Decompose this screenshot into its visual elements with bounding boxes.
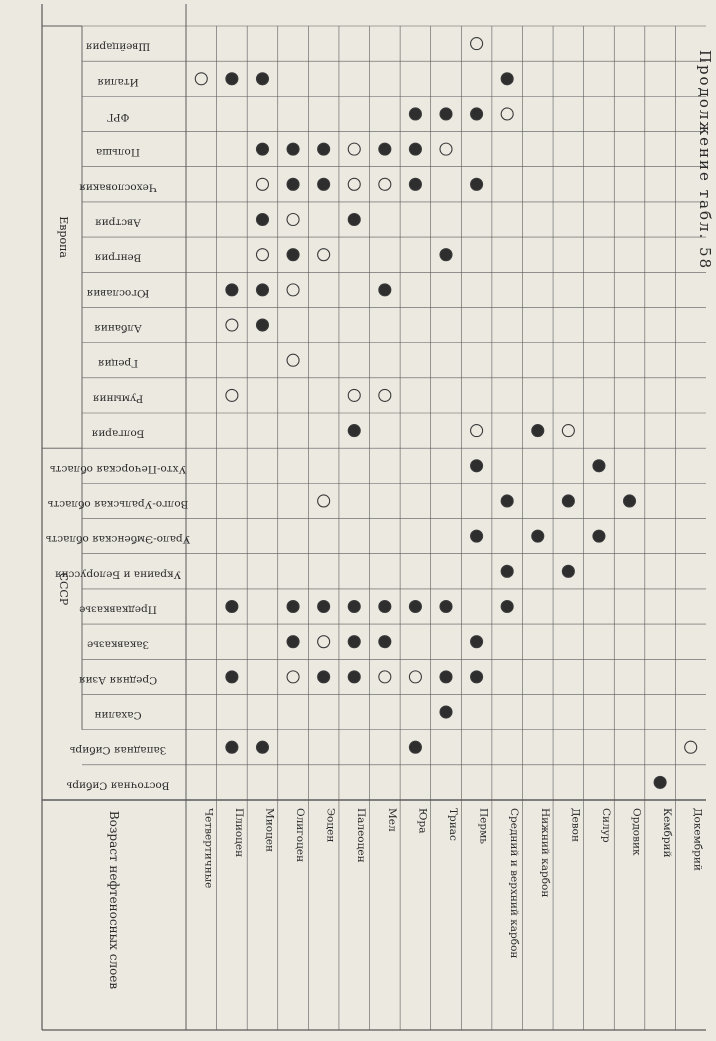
open-dot: [195, 73, 207, 85]
column-label: Предкавказье: [79, 603, 157, 616]
filled-dot: [226, 284, 238, 296]
row-label: Плиоцен: [232, 808, 245, 858]
open-dot: [379, 178, 391, 190]
column-label: Средняя Азия: [78, 673, 158, 686]
row-label: Эоцен: [324, 808, 337, 843]
row-label: Нижний карбон: [538, 808, 551, 898]
filled-dot: [532, 425, 544, 437]
column-label: Югославия: [86, 286, 150, 299]
column-label: Швейцария: [85, 40, 151, 53]
filled-dot: [348, 601, 360, 613]
filled-dot: [624, 495, 636, 507]
filled-dot: [348, 425, 360, 437]
column-label: Италия: [97, 75, 139, 88]
table-labels: [45, 41, 714, 990]
filled-dot: [287, 143, 299, 155]
column-label: Албания: [94, 322, 142, 335]
filled-dot: [440, 706, 452, 718]
filled-dot: [501, 495, 513, 507]
stub-header: Возраст нефтеносных слоев: [107, 810, 121, 990]
filled-dot: [287, 601, 299, 613]
filled-dot: [318, 178, 330, 190]
filled-dot: [348, 214, 360, 226]
filled-dot: [440, 108, 452, 120]
column-label: Чехословакия: [79, 181, 157, 194]
filled-dot: [562, 495, 574, 507]
filled-dot: [226, 671, 238, 683]
filled-dot: [471, 178, 483, 190]
filled-dot: [409, 741, 421, 753]
open-dot: [318, 636, 330, 648]
open-dot: [348, 143, 360, 155]
filled-dot: [409, 143, 421, 155]
group-label: СССР: [57, 572, 70, 606]
column-label: ФРГ: [106, 110, 130, 123]
group-label: Европа: [57, 216, 70, 258]
open-dot: [318, 249, 330, 261]
filled-dot: [256, 73, 268, 85]
filled-dot: [256, 319, 268, 331]
filled-dot: [471, 671, 483, 683]
column-label: Урало-Эмбенская область: [45, 533, 191, 546]
open-dot: [256, 249, 268, 261]
open-dot: [226, 389, 238, 401]
filled-dot: [409, 108, 421, 120]
filled-dot: [654, 776, 666, 788]
open-dot: [685, 741, 697, 753]
filled-dot: [318, 601, 330, 613]
open-dot: [287, 671, 299, 683]
column-label: Сахалин: [94, 709, 142, 722]
row-label: Докембрий: [691, 808, 704, 871]
filled-dot: [226, 73, 238, 85]
filled-dot: [409, 601, 421, 613]
filled-dot: [593, 530, 605, 542]
filled-dot: [379, 601, 391, 613]
open-dot: [256, 178, 268, 190]
grid-lines: [42, 4, 706, 1030]
filled-dot: [226, 741, 238, 753]
row-label: Девон: [569, 808, 582, 842]
open-dot: [379, 671, 391, 683]
open-dot: [379, 389, 391, 401]
row-label: Мел: [385, 808, 398, 832]
filled-dot: [562, 565, 574, 577]
open-dot: [348, 389, 360, 401]
open-dot: [471, 38, 483, 50]
filled-dot: [379, 284, 391, 296]
filled-dot: [440, 671, 452, 683]
row-label: Триас: [447, 808, 459, 841]
column-label: Польша: [96, 146, 140, 159]
open-dot: [287, 214, 299, 226]
open-dot: [501, 108, 513, 120]
column-label: Западная Сибирь: [69, 744, 167, 757]
column-label: Волго-Уральская область: [47, 497, 189, 510]
column-label: Румыния: [92, 392, 144, 405]
column-label: Украина и Белоруссия: [54, 568, 182, 581]
column-label: Ухто-Печорская область: [49, 462, 187, 475]
row-label: Юра: [416, 808, 429, 834]
column-label: Венгрия: [94, 251, 142, 264]
page-title: Продолжение табл. 58: [696, 49, 714, 271]
filled-dot: [409, 178, 421, 190]
filled-dot: [287, 178, 299, 190]
row-label: Пермь: [477, 808, 490, 844]
filled-dot: [501, 601, 513, 613]
column-label: Греция: [97, 357, 139, 370]
filled-dot: [348, 671, 360, 683]
column-label: Болгария: [91, 427, 145, 440]
filled-dot: [440, 601, 452, 613]
open-dot: [318, 495, 330, 507]
column-label: Австрия: [95, 216, 141, 229]
filled-dot: [256, 284, 268, 296]
open-dot: [562, 425, 574, 437]
row-label: Средний и верхний карбон: [508, 808, 521, 959]
open-dot: [471, 425, 483, 437]
column-label: Закавказье: [86, 638, 150, 651]
filled-dot: [471, 636, 483, 648]
filled-dot: [256, 741, 268, 753]
column-label: Восточная Сибирь: [66, 779, 170, 792]
filled-dot: [471, 108, 483, 120]
filled-dot: [532, 530, 544, 542]
filled-dot: [256, 143, 268, 155]
filled-dot: [440, 249, 452, 261]
open-dot: [409, 671, 421, 683]
row-label: Палеоцен: [355, 808, 368, 863]
filled-dot: [287, 636, 299, 648]
row-label: Силур: [599, 808, 612, 843]
filled-dot: [287, 249, 299, 261]
filled-dot: [348, 636, 360, 648]
open-dot: [287, 284, 299, 296]
open-dot: [440, 143, 452, 155]
filled-dot: [318, 671, 330, 683]
filled-dot: [379, 636, 391, 648]
row-label: Миоцен: [263, 808, 276, 853]
row-label: Ордовик: [630, 808, 643, 856]
filled-dot: [379, 143, 391, 155]
open-dot: [226, 319, 238, 331]
filled-dot: [501, 73, 513, 85]
filled-dot: [256, 214, 268, 226]
filled-dot: [501, 565, 513, 577]
row-label: Олигоцен: [294, 808, 307, 863]
row-label: Кембрий: [661, 808, 674, 858]
open-dot: [287, 354, 299, 366]
filled-dot: [226, 601, 238, 613]
filled-dot: [593, 460, 605, 472]
filled-dot: [471, 530, 483, 542]
open-dot: [348, 178, 360, 190]
row-label: Четвертичные: [202, 808, 215, 889]
filled-dot: [318, 143, 330, 155]
filled-dot: [471, 460, 483, 472]
